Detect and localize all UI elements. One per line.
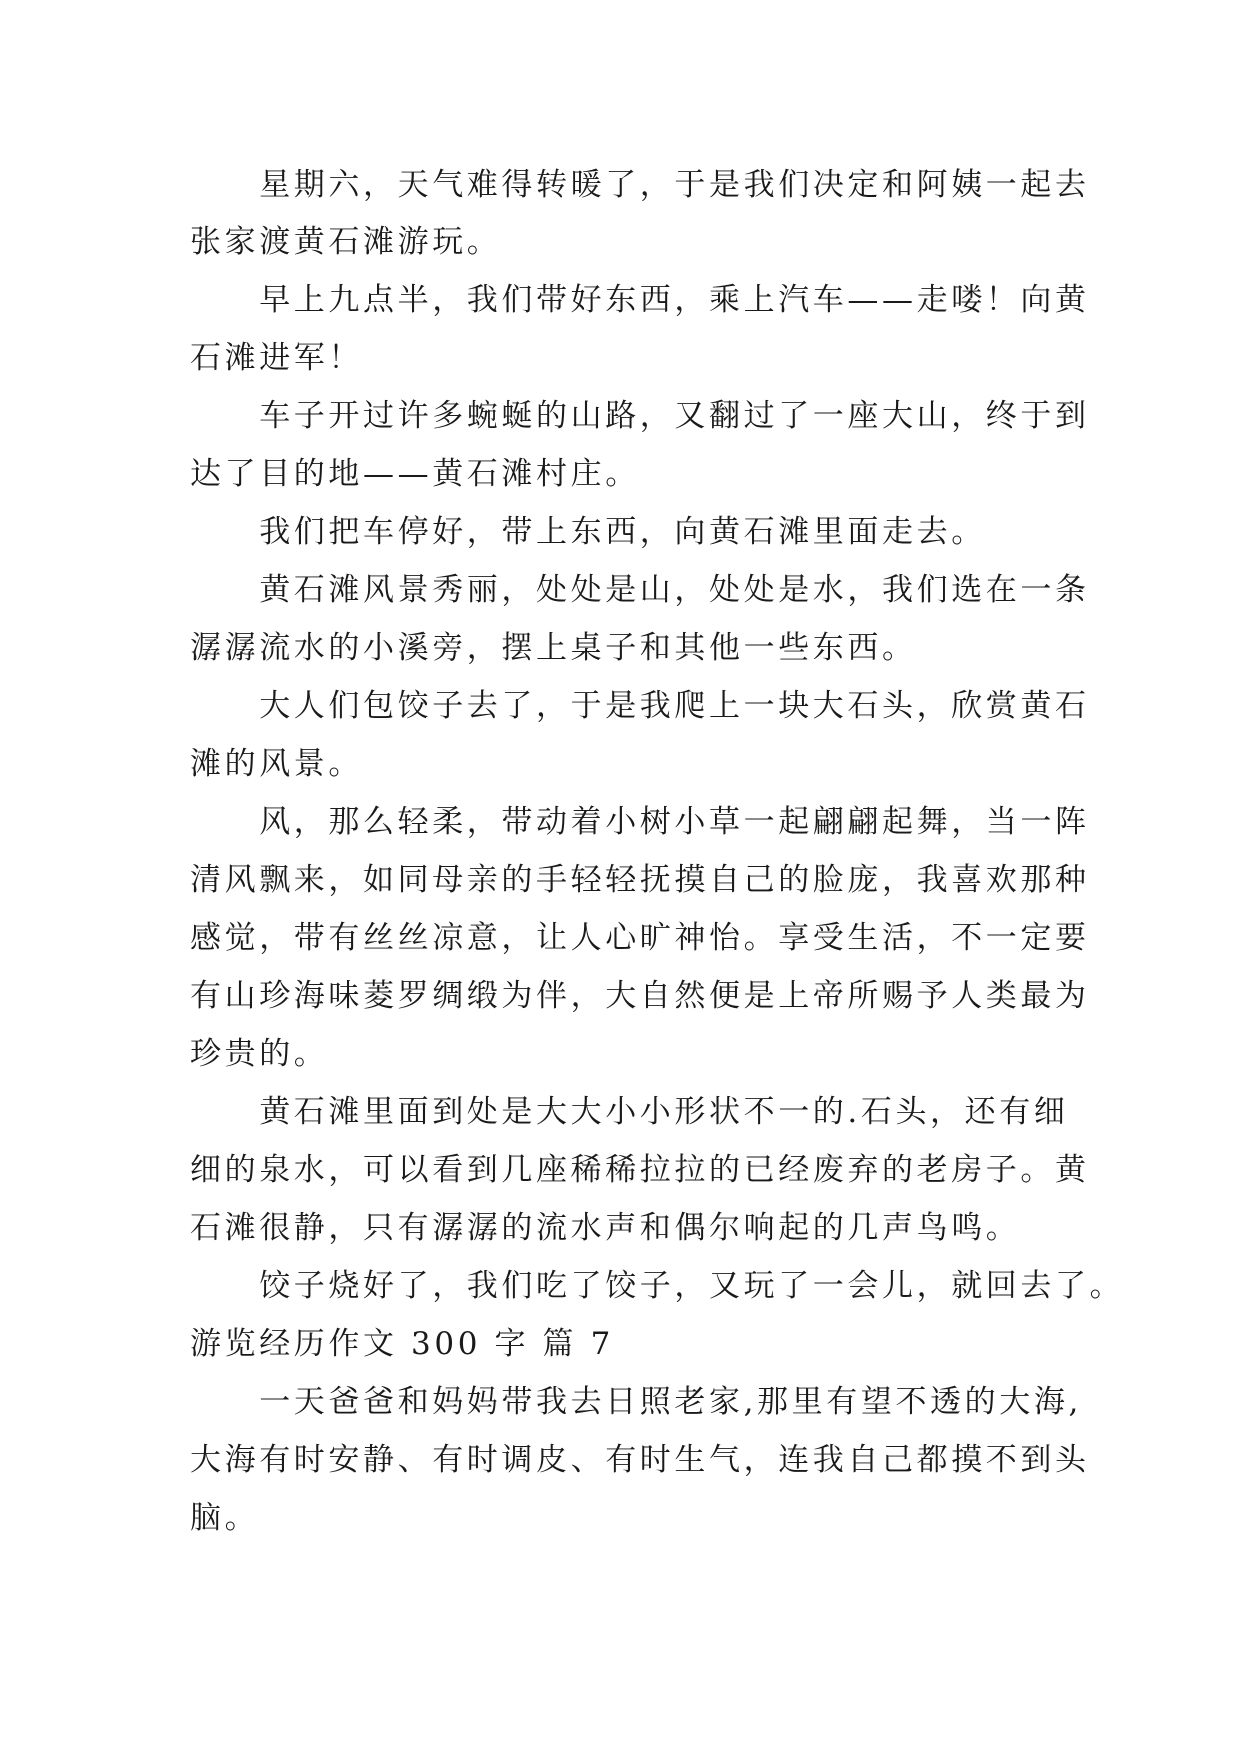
- text-line: 感觉，带有丝丝凉意，让人心旷神怡。享受生活，不一定要: [190, 920, 1090, 956]
- text-line: 清风飘来，如同母亲的手轻轻抚摸自己的脸庞，我喜欢那种: [190, 862, 1090, 898]
- text-line: 大人们包饺子去了，于是我爬上一块大石头，欣赏黄石: [190, 688, 1090, 724]
- text-line: 达了目的地——黄石滩村庄。: [190, 456, 640, 492]
- text-line: 滩的风景。: [190, 746, 363, 782]
- text-line: 脑。: [190, 1500, 260, 1536]
- text-line: 细的泉水，可以看到几座稀稀拉拉的已经废弃的老房子。黄: [190, 1152, 1090, 1188]
- text-line: 潺潺流水的小溪旁，摆上桌子和其他一些东西。: [190, 630, 917, 666]
- text-line: 车子开过许多蜿蜒的山路，又翻过了一座大山，终于到: [190, 398, 1090, 434]
- text-line: 石滩进军！: [190, 340, 363, 376]
- text-line: 黄石滩风景秀丽，处处是山，处处是水，我们选在一条: [190, 572, 1090, 608]
- text-line: 石滩很静，只有潺潺的流水声和偶尔响起的几声鸟鸣。: [190, 1210, 1021, 1246]
- text-line: 星期六，天气难得转暖了，于是我们决定和阿姨一起去: [190, 167, 1090, 203]
- text-line: 早上九点半，我们带好东西，乘上汽车——走喽！向黄: [190, 282, 1090, 318]
- text-line: 珍贵的。: [190, 1036, 329, 1072]
- text-line: 有山珍海味菱罗绸缎为伴，大自然便是上帝所赐予人类最为: [190, 978, 1090, 1014]
- text-line: 饺子烧好了，我们吃了饺子，又玩了一会儿，就回去了。: [190, 1268, 1125, 1304]
- section-heading: 游览经历作文 300 字 篇 7: [190, 1326, 614, 1362]
- text-line: 黄石滩里面到处是大大小小形状不一的.石头，还有细: [190, 1094, 1069, 1130]
- text-line: 风，那么轻柔，带动着小树小草一起翩翩起舞，当一阵: [190, 804, 1090, 840]
- text-line: 一天爸爸和妈妈带我去日照老家,那里有望不透的大海,: [190, 1384, 1082, 1420]
- text-line: 张家渡黄石滩游玩。: [190, 224, 502, 260]
- text-line: 大海有时安静、有时调皮、有时生气，连我自己都摸不到头: [190, 1442, 1090, 1478]
- text-line: 我们把车停好，带上东西，向黄石滩里面走去。: [190, 514, 986, 550]
